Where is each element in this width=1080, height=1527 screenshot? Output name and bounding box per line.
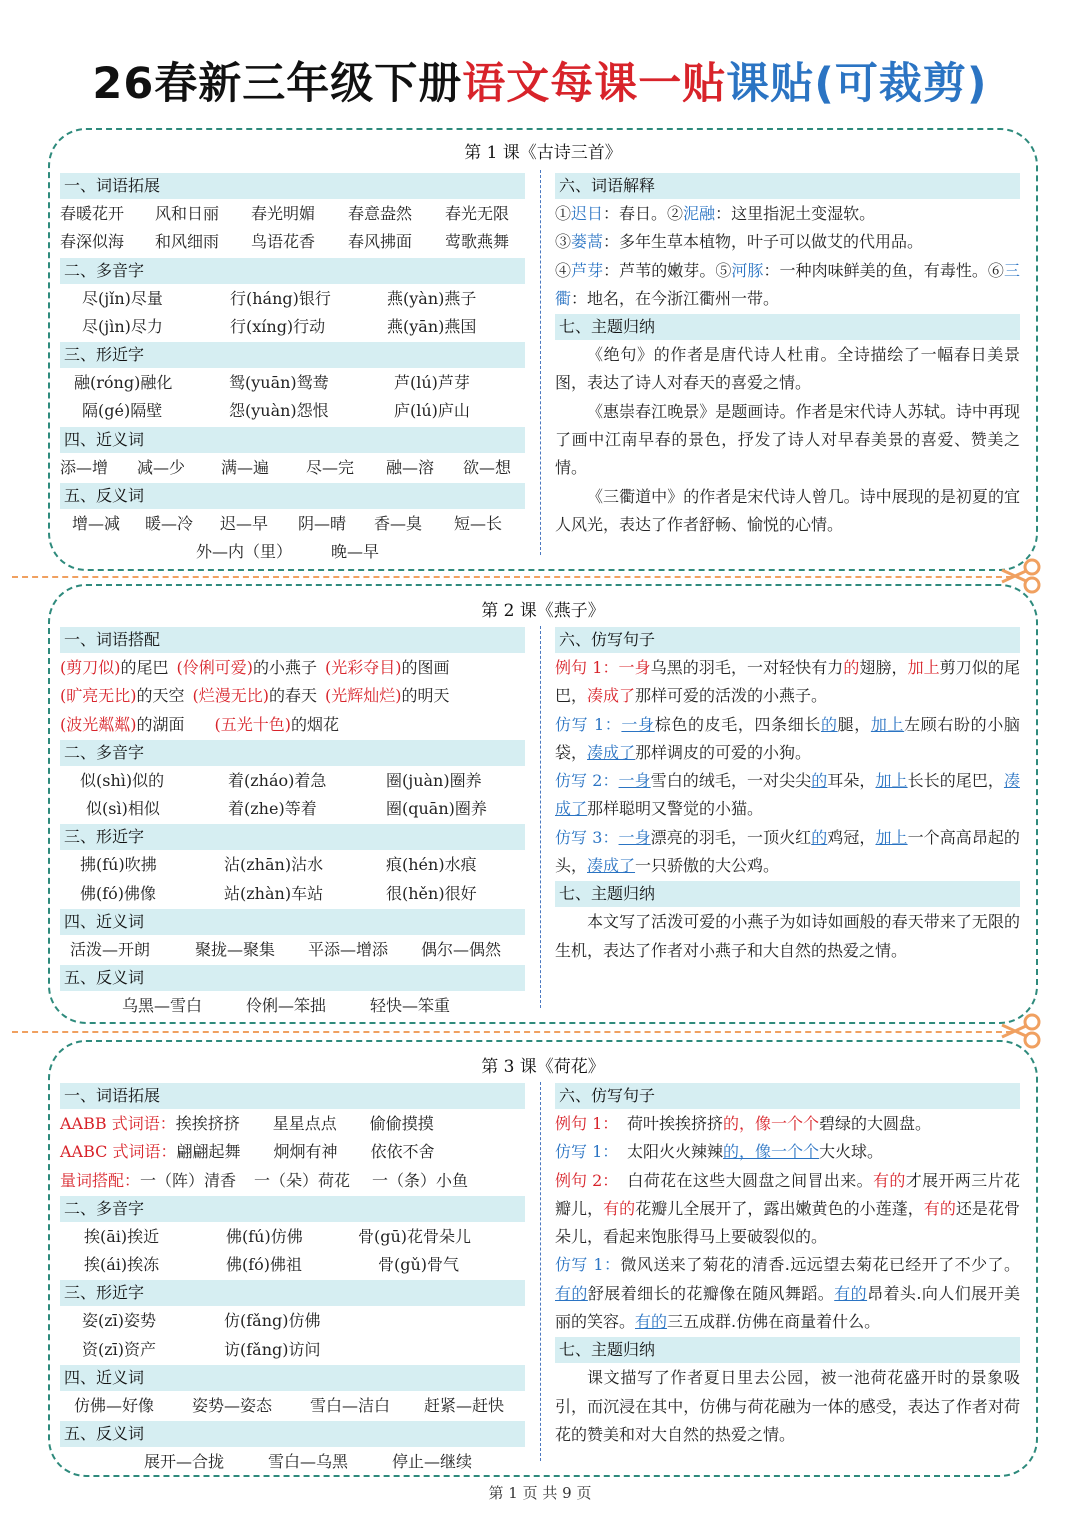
- similar-char-row: 隔(gé)隔壁 怨(yuàn)怨恨 庐(lú)庐山: [82, 401, 470, 421]
- example-sentence: 例句 2： 白荷花在这些大圆盘之间冒出来。有的才展开两三片花瓣儿，有的花瓣儿全展开了，露出嫩黄色的小莲蓬，有的还是花骨朵儿，看起来饱胀得马上要破裂似的。: [555, 1170, 1020, 1247]
- synonym-row: 添—增 减—少 满—遍 尽—完 融—溶 欲—想: [60, 457, 512, 477]
- lesson-title: 第 1 课《古诗三首》: [464, 143, 622, 163]
- similar-char-row: 姿(zī)姿势 仿(fǎng)仿佛: [82, 1311, 321, 1331]
- right-column: [555, 1082, 1020, 1449]
- section-heading: 六、仿写句子: [555, 1083, 1020, 1109]
- section-heading: 六、仿写句子: [555, 627, 1020, 653]
- section-heading: 三、形近字: [60, 1280, 525, 1306]
- antonym-row: 乌黑—雪白 伶俐—笨拙 轻快—笨重: [122, 996, 451, 1016]
- section-heading: 五、反义词: [60, 1421, 525, 1447]
- word-row: AABB 式词语：挨挨挤挤 星星点点 偷偷摸摸: [60, 1114, 434, 1133]
- explanation-text: ①迟日：春日。②泥融：这里指泥土变湿软。 ③蒌蒿：多年生草本植物，叶子可以做艾的代用品。 ④芦芽：芦苇的嫩芽。⑤河豚：一种肉味鲜美的鱼，有毒性。⑥三衢：地名，在今浙江衢州一带。: [555, 204, 1020, 308]
- similar-char-row: 拂(fú)吹拂 沾(zhān)沾水 痕(hén)水痕: [80, 855, 477, 875]
- imitation-sentence: 仿写 2：一身雪白的绒毛，一对尖尖的耳朵，加上长长的尾巴，凑成了那样聪明又警觉的小猫。: [555, 771, 1020, 819]
- polyphone-row: 尽(jǐn)尽量 行(háng)银行 燕(yàn)燕子: [82, 288, 477, 308]
- section-heading: 七、主题归纳: [555, 314, 1020, 340]
- summary-paragraph: 《三衢道中》的作者是宋代诗人曾几。诗中展现的是初夏的宜人风光，表达了作者舒畅、愉悦的心情。: [555, 486, 1020, 534]
- synonym-row: 活泼—开朗 聚拢—聚集 平添—增添 偶尔—偶然: [70, 940, 502, 960]
- antonym-row: 外—内（里） 晚—早: [196, 542, 380, 562]
- example-sentence: 例句 1：一身乌黑的羽毛，一对轻快有力的翅膀，加上剪刀似的尾巴，凑成了那样可爱的活泼的小燕子。: [555, 658, 1020, 706]
- similar-char-row: 资(zī)资产 访(fǎng)访问: [82, 1339, 321, 1359]
- cut-line: [12, 576, 1012, 578]
- section-heading: 四、近义词: [60, 1365, 525, 1391]
- polyphone-row: 尽(jìn)尽力 行(xíng)行动 燕(yān)燕国: [82, 316, 477, 336]
- column-divider: [540, 170, 541, 555]
- antonym-row: 增—减 暖—冷 迟—早 阴—晴 香—臭 短—长: [72, 514, 503, 534]
- lesson-title: 第 2 课《燕子》: [481, 601, 605, 621]
- section-heading: 三、形近字: [60, 342, 525, 368]
- column-divider: [540, 1082, 541, 1461]
- section-heading: 四、近义词: [60, 427, 525, 453]
- section-heading: 三、形近字: [60, 824, 525, 850]
- match-row: (波光粼粼)的湖面 (五光十色)的烟花: [60, 714, 340, 734]
- imitation-sentence: 仿写 3：一身漂亮的羽毛，一顶火红的鸡冠，加上一个高高昂起的头，凑成了一只骄傲的大公鸡。: [555, 827, 1020, 876]
- right-column: [555, 172, 1020, 539]
- right-column: [555, 626, 1020, 965]
- section-heading: 五、反义词: [60, 483, 525, 509]
- polyphone-row: 似(sì)相似 着(zhe)等着 圈(quān)圈养: [86, 799, 487, 819]
- summary-paragraph: 《绝句》的作者是唐代诗人杜甫。全诗描绘了一幅春日美景图，表达了诗人对春天的喜爱之情。: [555, 345, 1020, 393]
- cut-line: [12, 1031, 1012, 1033]
- synonym-row: 仿佛—好像 姿势—姿态 雪白—洁白 赶紧—赶快: [74, 1396, 505, 1416]
- example-sentence: 例句 1： 荷叶挨挨挤挤的，像一个个碧绿的大圆盘。: [555, 1114, 932, 1133]
- imitation-sentence: 仿写 1：微风送来了菊花的清香.远远望去菊花已经开了不少了。有的舒展着细长的花瓣像在随风舞蹈。有的昂着头.向人们展开美丽的笑容。有的三五成群.仿佛在商量着什么。: [555, 1255, 1020, 1332]
- section-heading: 五、反义词: [60, 965, 525, 991]
- section-heading: 一、词语搭配: [60, 627, 525, 653]
- page-title: 26春新三年级下册语文每课一贴课贴(可裁剪): [92, 59, 988, 109]
- polyphone-row: 挨(āi)挨近 佛(fú)仿佛 骨(gū)花骨朵儿: [84, 1226, 472, 1246]
- lesson-title: 第 3 课《荷花》: [481, 1057, 605, 1077]
- section-heading: 六、词语解释: [555, 173, 1020, 199]
- imitation-sentence: 仿写 1：一身棕色的皮毛，四条细长的腿，加上左顾右盼的小脑袋，凑成了那样调皮的可爱的小狗。: [555, 714, 1020, 762]
- section-heading: 四、近义词: [60, 909, 525, 935]
- section-heading: 七、主题归纳: [555, 1337, 1020, 1363]
- similar-char-row: 佛(fó)佛像 站(zhàn)车站 很(hěn)很好: [80, 883, 477, 903]
- imitation-sentence: 仿写 1： 太阳火火辣辣的，像一个个大火球。: [555, 1142, 884, 1162]
- column-divider: [540, 626, 541, 1008]
- lesson-card-3: [48, 1040, 1038, 1477]
- match-row: (旷亮无比)的天空 (烂漫无比)的春天 (光辉灿烂)的明天: [60, 686, 450, 706]
- left-column: [60, 626, 525, 1021]
- section-heading: 一、词语拓展: [60, 173, 525, 199]
- section-heading: 二、多音字: [60, 258, 525, 284]
- section-heading: 二、多音字: [60, 740, 525, 766]
- antonym-row: 展开—合拢 雪白—乌黑 停止—继续: [144, 1452, 473, 1472]
- summary-paragraph: 课文描写了作者夏日里去公园，被一池荷花盛开时的景象吸引，而沉浸在其中，仿佛与荷花融为一体的感受，表达了作者对荷花的赞美和对大自然的热爱之情。: [555, 1368, 1020, 1444]
- lesson-card-2: [48, 584, 1038, 1024]
- word-row: 春深似海 和风细雨 鸟语花香 春风拂面 莺歌燕舞: [60, 232, 510, 252]
- section-heading: 一、词语拓展: [60, 1083, 525, 1109]
- lesson-card-1: [48, 128, 1038, 571]
- word-row: 春暖花开 风和日丽 春光明媚 春意盎然 春光无限: [60, 204, 510, 223]
- page-footer: 第 1 页 共 9 页: [488, 1484, 592, 1502]
- polyphone-row: 似(shì)似的 着(zháo)着急 圈(juàn)圈养: [80, 770, 482, 790]
- section-heading: 七、主题归纳: [555, 881, 1020, 907]
- word-row: 量词搭配：一（阵）清香 一（朵）荷花 一（条）小鱼: [60, 1170, 469, 1190]
- section-heading: 二、多音字: [60, 1196, 525, 1222]
- left-column: [60, 1082, 525, 1477]
- match-row: (剪刀似)的尾巴 (伶俐可爱)的小燕子 (光彩夺目)的图画: [60, 658, 450, 677]
- summary-paragraph: 本文写了活泼可爱的小燕子为如诗如画般的春天带来了无限的生机，表达了作者对小燕子和大自然的热爱之情。: [555, 912, 1020, 960]
- similar-char-row: 融(róng)融化 鸳(yuān)鸳鸯 芦(lú)芦芽: [74, 373, 470, 393]
- summary-paragraph: 《惠崇春江晚景》是题画诗。作者是宋代诗人苏轼。诗中再现了画中江南早春的景色，抒发了诗人对早春美景的喜爱、赞美之情。: [555, 401, 1020, 478]
- word-row: AABC 式词语：翩翩起舞 炯炯有神 依依不舍: [60, 1142, 435, 1162]
- left-column: [60, 172, 525, 567]
- polyphone-row: 挨(ái)挨冻 佛(fó)佛祖 骨(gǔ)骨气: [84, 1255, 460, 1275]
